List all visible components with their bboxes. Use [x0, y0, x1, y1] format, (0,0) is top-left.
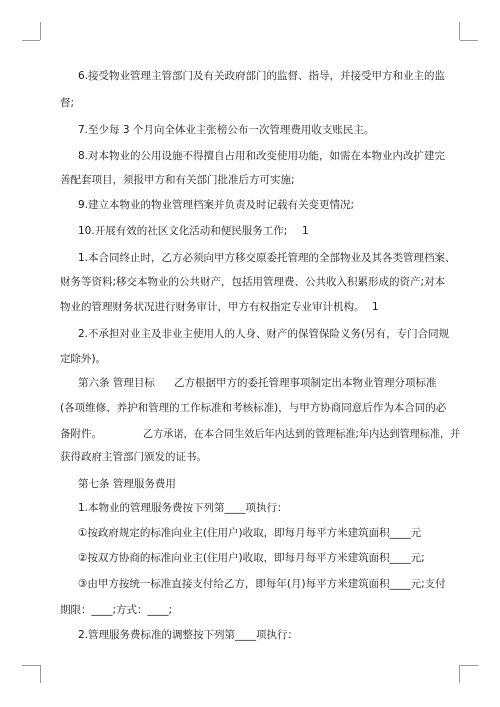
section-heading: 第六条 管理目标	[78, 377, 155, 389]
text-line-16: (各项维修、养护和管理的工作标准和考核标准)，与甲方协商同意后作为本合同的必	[60, 402, 447, 414]
crop-mark-bottom-right-v	[459, 665, 460, 683]
text-line-17: 备附件。	[60, 428, 102, 440]
text-line	[0, 401, 500, 425]
text-line-26: 2.管理服务费标准的调整按下列第____项执行：	[78, 629, 299, 641]
text-line-6: 10.开展有效的社区文化活动和便民服务工作;	[78, 225, 288, 237]
text-line-24: ③由甲方按统一标准直接支付给乙方，即每年(月)每平方米建筑面积____元;支付	[78, 578, 446, 590]
text-line	[0, 501, 500, 525]
text-line	[0, 450, 500, 474]
text-line	[0, 577, 500, 601]
text-line-3: 8.对本物业的公用设施不得擅自占用和改变使用功能，如需在本物业内改扩建完	[78, 150, 446, 162]
crop-mark-top-right-v	[459, 22, 460, 40]
text-line	[0, 69, 500, 93]
text-line-0: 6.接受物业管理主管部门及有关政府部门的监督、指导，并接受甲方和业主的监	[78, 70, 446, 82]
crop-mark-top-right-h	[460, 40, 478, 41]
section-heading: 第七条 管理服务费用	[78, 478, 176, 490]
text-line	[0, 224, 500, 248]
text-line-2: 7.至少每 3 个月向全体业主张榜公布一次管理费用收支账民主。	[78, 124, 375, 136]
text-line-21: 1.本物业的管理服务费按下列第____项执行：	[78, 502, 288, 514]
text-line	[0, 551, 500, 575]
text-line-10: 物业的管理财务状况进行财务审计，甲方有权指定专业审计机构。	[60, 301, 365, 313]
crop-mark-top-left-h	[22, 40, 40, 41]
text-line	[0, 376, 500, 400]
page-ref-number: 1	[372, 301, 379, 313]
text-line-18: 乙方承诺，在本合同生效后年内达到的管理标准;年内达到管理标准，并	[143, 428, 461, 440]
text-line	[0, 628, 500, 652]
text-line	[0, 123, 500, 147]
text-line	[0, 477, 500, 501]
text-line	[0, 251, 500, 275]
text-line-13: 定除外)。	[60, 353, 107, 365]
text-line-5: 9.建立本物业的物业管理档案并负责及时记载有关变更情况;	[78, 199, 355, 211]
text-line	[0, 603, 500, 627]
crop-mark-top-left-v	[40, 22, 41, 40]
crop-mark-bottom-left-v	[40, 665, 41, 683]
text-line-19: 获得政府主管部门颁发的证书。	[60, 451, 207, 463]
text-line-23: ②按双方协商的标准向业主(住用户)收取，即每月每平方米建筑面积____元;	[78, 552, 425, 564]
text-line	[0, 352, 500, 376]
text-line-25: 期限：____;方式：____;	[60, 604, 173, 616]
crop-mark-bottom-right-h	[460, 665, 478, 666]
text-line	[0, 327, 500, 351]
text-line-22: ①按政府规定的标准向业主(住用户)收取，即每月每平方米建筑面积____元	[78, 527, 422, 539]
page-ref-number: 1	[302, 225, 309, 237]
text-line	[0, 526, 500, 550]
text-line	[0, 427, 500, 451]
text-line	[0, 96, 500, 120]
text-line-12: 2.不承担对业主及非业主使用人的人身、财产的保管保险义务(另有，专门合同规	[78, 328, 450, 340]
text-line	[0, 149, 500, 173]
text-line-9: 财务等资料;移交本物业的公共财产，包括用管理费、公共收入积累形成的资产;对本	[60, 276, 446, 288]
text-line-1: 督;	[60, 97, 75, 109]
text-line	[0, 173, 500, 197]
text-line	[0, 275, 500, 299]
text-line-4: 善配套项目，须报甲方和有关部门批准后方可实施;	[60, 174, 295, 186]
text-line-8: 1.本合同终止时，乙方必须向甲方移交原委托管理的全部物业及其各类管理档案、	[78, 252, 456, 264]
text-line-15: 乙方根据甲方的委托管理事项制定出本物业管理分项标准	[174, 377, 437, 389]
crop-mark-bottom-left-h	[22, 665, 40, 666]
text-line	[0, 300, 500, 324]
text-line	[0, 198, 500, 222]
